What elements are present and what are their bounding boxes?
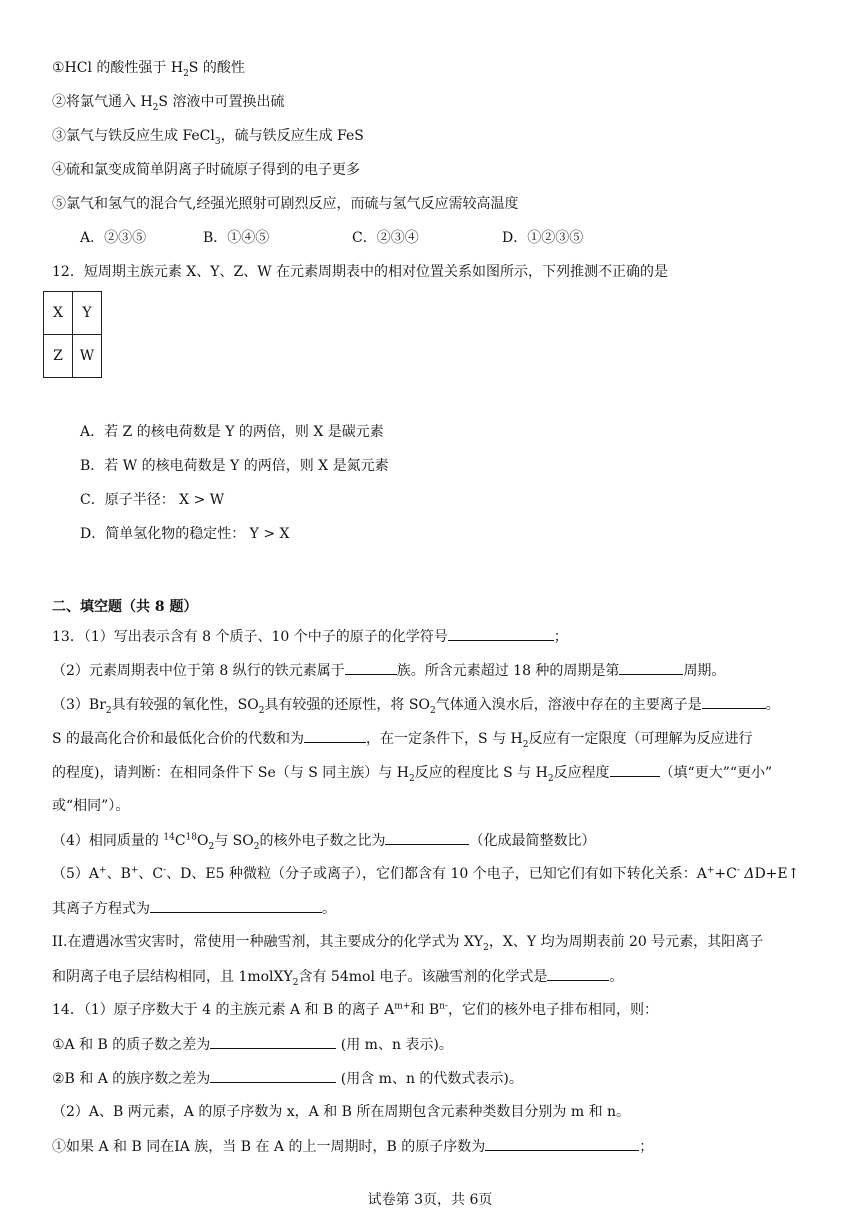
question-12: 12．短周期主族元素 X、Y、Z、W 在元素周期表中的相对位置关系如图所示，下列推测不正确的是 bbox=[52, 264, 669, 280]
q12-option-b: B．若 W 的核电荷数是 Y 的两倍，则 X 是氮元素 bbox=[80, 458, 389, 474]
q13-part-ii: II.在遭遇冰雪灾害时，常使用一种融雪剂，其主要成分的化学式为 $XY_2$，X、Y 均为周期表前 20 号元素，其阳离子 bbox=[52, 934, 764, 953]
q13-part1: 13．（1）写出表示含有 8 个质子、10 个中子的原子的化学符号 ； bbox=[52, 626, 568, 647]
answer-blank[interactable] bbox=[702, 694, 766, 709]
q12-option-a: A．若 Z 的核电荷数是 Y 的两倍，则 X 是碳元素 bbox=[80, 424, 384, 440]
answer-blank[interactable] bbox=[345, 660, 397, 675]
option-d: D．①②③⑤ bbox=[502, 230, 584, 246]
option-a: A．②③⑤ bbox=[80, 230, 147, 246]
q13-part-ii-cont: 和阴离子电子层结构相同，且 1molXY$_2$含有 54mol 电子。该融雪剂的化学式是 。 bbox=[52, 966, 623, 987]
answer-blank[interactable] bbox=[304, 728, 366, 743]
q13-part5: （5）A+、B+、C-、D、E5 种微粒（分子或离子），它们都含有 10 个电子，已知它们有如下转化关系：A++C- ΔD+E↑ bbox=[52, 865, 800, 882]
section-title: 二、填空题（共 8 题） bbox=[52, 599, 198, 615]
page-footer: 试卷第 3页，共 6页 bbox=[367, 1192, 493, 1208]
question-14: 14．（1）原子序数大于 4 的主族元素 A 和 B 的离子 $A^{m+}$和 $B^{n-}$，它们的核外电子排布相同，则： bbox=[52, 1001, 658, 1018]
heat-arrow: Δ bbox=[744, 866, 755, 882]
cell-w: W bbox=[73, 335, 102, 378]
statement-4: ④硫和氯变成简单阴离子时硫原子得到的电子更多 bbox=[52, 162, 360, 178]
answer-blank[interactable] bbox=[210, 1068, 336, 1083]
element-grid bbox=[43, 291, 102, 378]
answer-blank[interactable] bbox=[448, 626, 554, 641]
q11-options bbox=[80, 228, 583, 248]
q13-part3-cont3: 或“相同”）。 bbox=[52, 798, 130, 814]
statement-2: ②将氯气通入 $H_2S$ 溶液中可置换出硫 bbox=[52, 94, 285, 113]
answer-blank[interactable] bbox=[619, 660, 683, 675]
cell-z: Z bbox=[44, 335, 73, 378]
q14-part1-a: ①A 和 B 的质子数之差为 (用 m、n 表示)。 bbox=[52, 1034, 453, 1055]
q14-part2-a: ①如果 A 和 B 同在IA 族，当 B 在 A 的上一周期时，B 的原子序数为 ； bbox=[52, 1136, 653, 1157]
q13-part3-cont: S 的最高化合价和最低化合价的代数和为 ，在一定条件下，S 与 $H_2$反应有一定限度（可理解为反应进行 bbox=[52, 728, 752, 749]
cell-y: Y bbox=[73, 292, 102, 335]
q13-part4: （4）相同质量的 $^{14}C^{18}O_2$与 $SO_2$的核外电子数之比为 （化成最简整数比） bbox=[52, 830, 595, 851]
q12-option-c: C．原子半径： X > W bbox=[80, 492, 225, 508]
q13-part3: $(3)Br_2$具有较强的氧化性，$SO_2$具有较强的还原性，将 $SO_2$气体通入溴水后，溶液中存在的主要离子是 。 bbox=[52, 694, 780, 715]
answer-blank[interactable] bbox=[150, 898, 322, 913]
answer-blank[interactable] bbox=[547, 966, 609, 981]
statement-3: ③氯气与铁反应生成 FeCl$_3$，硫与铁反应生成 FeS bbox=[52, 128, 364, 147]
answer-blank[interactable] bbox=[210, 1034, 336, 1049]
statement-5: ⑤氯气和氢气的混合气,经强光照射可剧烈反应，而硫与氢气反应需较高温度 bbox=[52, 196, 519, 212]
q13-part2: （2）元素周期表中位于第 8 纵行的铁元素属于 族。所含元素超过 18 种的周期是第 周期。 bbox=[52, 660, 725, 681]
option-b: B．①④⑤ bbox=[203, 230, 270, 246]
cell-x: X bbox=[44, 292, 73, 335]
answer-blank[interactable] bbox=[485, 1136, 639, 1151]
answer-blank[interactable] bbox=[385, 830, 469, 845]
q13-part3-cont2: 的程度)，请判断：在相同条件下 Se（与 S 同主族）与 $H_2$反应的程度比 S 与 $H_2$反应程度 （填“更大”“更小” bbox=[52, 762, 772, 783]
q12-option-d: D．简单氢化物的稳定性： Y > X bbox=[80, 526, 290, 542]
option-c: C．②③④ bbox=[352, 230, 419, 246]
q14-part2: （2）A、B 两元素，A 的原子序数为 x，A 和 B 所在周期包含元素种类数目分别为 m 和 n。 bbox=[52, 1104, 631, 1120]
answer-blank[interactable] bbox=[610, 762, 660, 777]
q14-part1-b: ②B 和 A 的族序数之差为 (用含 m、n 的代数式表示)。 bbox=[52, 1068, 523, 1089]
q13-part5-cont: 其离子方程式为 。 bbox=[52, 898, 336, 919]
statement-1: ①HCl 的酸性强于 $H_2S$ 的酸性 bbox=[52, 60, 245, 79]
